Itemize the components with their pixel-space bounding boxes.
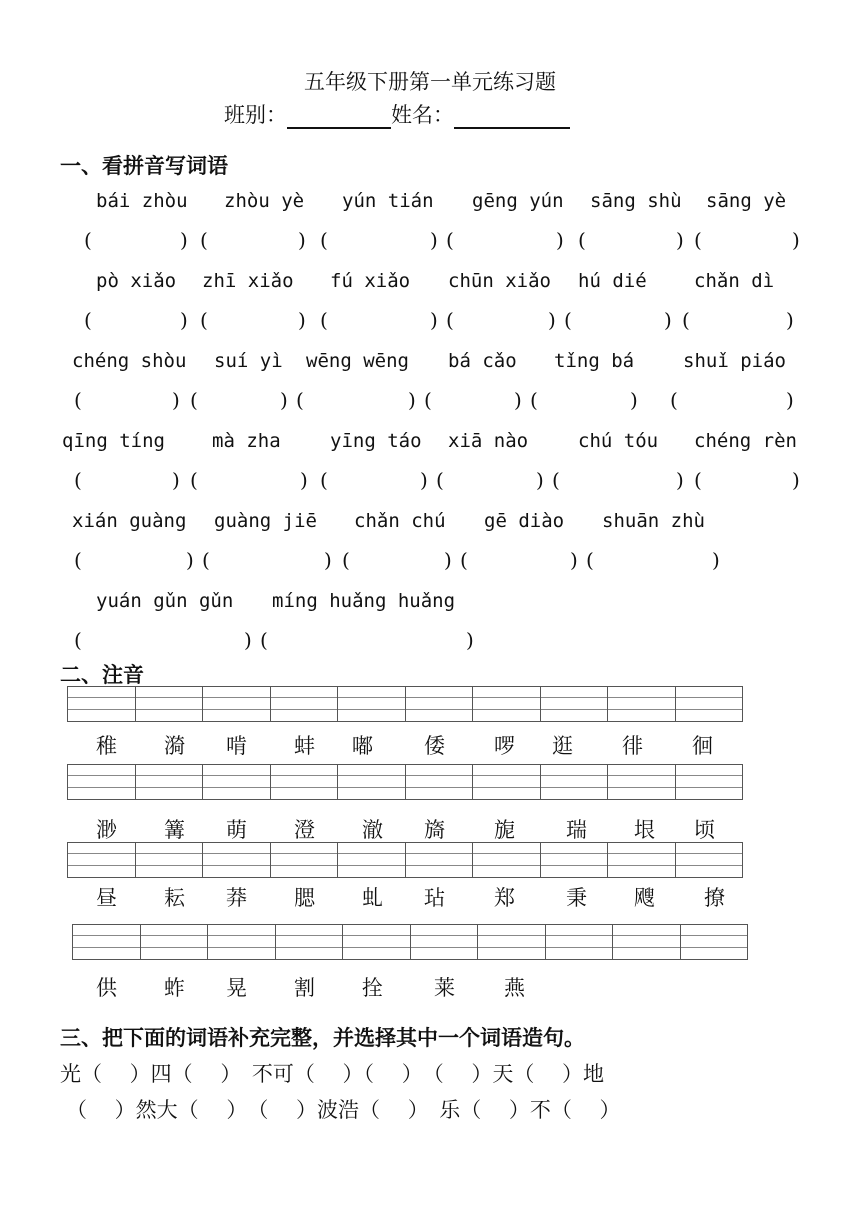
pinyin-word: chú tóu [578, 430, 659, 452]
answer-blank[interactable] [88, 628, 240, 652]
chinese-character: 虬 [362, 886, 383, 910]
chinese-character: 篝 [164, 818, 185, 842]
pinyin-word: yīng táo [330, 430, 422, 452]
answer-blank[interactable] [88, 468, 168, 492]
answer-blank-open-paren: ( [296, 388, 304, 412]
pinyin-word: bái zhòu [96, 190, 188, 212]
pinyin-word: fú xiǎo [330, 270, 411, 292]
pinyin-word: wēng wēng [306, 350, 409, 372]
answer-blank-close-paren: ) [786, 388, 794, 412]
answer-blank[interactable] [88, 548, 182, 572]
chinese-character: 澈 [362, 818, 383, 842]
answer-blank-open-paren: ( [342, 548, 350, 572]
answer-blank-close-paren: ) [180, 308, 188, 332]
pinyin-word: chǎn chú [354, 510, 446, 532]
chinese-character: 玷 [424, 886, 445, 910]
chinese-character: 飕 [634, 886, 655, 910]
pinyin-word: qīng tíng [62, 430, 165, 452]
pinyin-word: shuǐ piáo [683, 350, 786, 372]
name-blank[interactable] [454, 105, 570, 129]
pinyin-word: bá cǎo [448, 350, 517, 372]
fill-in-line-1[interactable]: 光（ ）四（ ） 不可（ ）（ ） （ ）天（ ）地 [60, 1062, 605, 1086]
answer-blank[interactable] [98, 228, 176, 252]
chinese-character: 澄 [294, 818, 315, 842]
pinyin-word: sāng yè [706, 190, 787, 212]
answer-blank-close-paren: ) [630, 388, 638, 412]
answer-blank[interactable] [708, 228, 788, 252]
pinyin-writing-cell[interactable] [136, 765, 204, 799]
answer-blank-close-paren: ) [172, 388, 180, 412]
answer-blank[interactable] [578, 308, 660, 332]
pinyin-word: yún tián [342, 190, 434, 212]
answer-blank[interactable] [474, 548, 566, 572]
chinese-character: 蚱 [164, 976, 185, 1000]
pinyin-writing-cell[interactable] [68, 843, 136, 877]
chinese-character: 瑞 [566, 818, 587, 842]
answer-blank-open-paren: ( [74, 548, 82, 572]
chinese-character: 拴 [362, 976, 383, 1000]
section3-title: 三、把下面的词语补充完整，并选择其中一个词语造句。 [60, 1026, 585, 1050]
answer-blank-open-paren: ( [446, 308, 454, 332]
chinese-character: 徊 [692, 734, 713, 758]
answer-blank-close-paren: ) [172, 468, 180, 492]
answer-blank-open-paren: ( [436, 468, 444, 492]
pinyin-word: zhòu yè [224, 190, 305, 212]
answer-blank[interactable] [98, 308, 176, 332]
answer-blank-open-paren: ( [202, 548, 210, 572]
answer-blank[interactable] [214, 228, 294, 252]
pinyin-writing-cell[interactable] [676, 765, 743, 799]
answer-blank-close-paren: ) [430, 228, 438, 252]
pinyin-writing-cell[interactable] [608, 765, 676, 799]
answer-blank[interactable] [274, 628, 462, 652]
pinyin-writing-grid [67, 764, 743, 800]
chinese-character: 昼 [96, 886, 117, 910]
answer-blank-open-paren: ( [320, 228, 328, 252]
answer-blank[interactable] [696, 308, 782, 332]
pinyin-word: chūn xiǎo [448, 270, 551, 292]
chinese-character: 郑 [494, 886, 515, 910]
chinese-character: 萌 [226, 818, 247, 842]
pinyin-writing-cell[interactable] [343, 925, 411, 959]
answer-blank-open-paren: ( [200, 228, 208, 252]
pinyin-word: chǎn dì [694, 270, 775, 292]
pinyin-word: chéng rèn [694, 430, 797, 452]
answer-blank[interactable] [544, 388, 626, 412]
class-name-line [224, 99, 570, 129]
pinyin-writing-grid [72, 924, 748, 960]
answer-blank-close-paren: ) [430, 308, 438, 332]
pinyin-writing-cell[interactable] [271, 687, 339, 721]
answer-blank-close-paren: ) [792, 228, 800, 252]
answer-blank-close-paren: ) [298, 228, 306, 252]
pinyin-writing-cell[interactable] [541, 843, 609, 877]
section2-title: 二、注音 [60, 663, 144, 687]
pinyin-word: hú dié [578, 270, 647, 292]
pinyin-word: suí yì [214, 350, 283, 372]
pinyin-writing-cell[interactable] [546, 925, 614, 959]
answer-blank-open-paren: ( [260, 628, 268, 652]
chinese-character: 莱 [434, 976, 455, 1000]
chinese-character: 逛 [552, 734, 573, 758]
pinyin-writing-cell[interactable] [676, 687, 743, 721]
answer-blank-open-paren: ( [552, 468, 560, 492]
pinyin-writing-cell[interactable] [411, 925, 479, 959]
pinyin-writing-cell[interactable] [203, 843, 271, 877]
answer-blank-close-paren: ) [186, 548, 194, 572]
answer-blank-close-paren: ) [280, 388, 288, 412]
chinese-character: 秉 [566, 886, 587, 910]
answer-blank[interactable] [684, 388, 782, 412]
pinyin-word: tǐng bá [554, 350, 635, 372]
answer-blank[interactable] [438, 388, 510, 412]
name-label: 姓名： [391, 103, 454, 127]
pinyin-writing-cell[interactable] [541, 765, 609, 799]
pinyin-writing-cell[interactable] [406, 843, 474, 877]
pinyin-writing-cell[interactable] [473, 843, 541, 877]
answer-blank-open-paren: ( [694, 228, 702, 252]
chinese-character: 顷 [694, 818, 715, 842]
pinyin-writing-cell[interactable] [406, 765, 474, 799]
answer-blank-open-paren: ( [84, 308, 92, 332]
answer-blank[interactable] [566, 468, 672, 492]
pinyin-writing-cell[interactable] [136, 843, 204, 877]
pinyin-writing-cell[interactable] [681, 925, 748, 959]
answer-blank-open-paren: ( [694, 468, 702, 492]
pinyin-word: yuán gǔn gǔn [96, 590, 234, 612]
pinyin-word: pò xiǎo [96, 270, 177, 292]
pinyin-word: shuān zhù [602, 510, 705, 532]
answer-blank-open-paren: ( [84, 228, 92, 252]
answer-blank-close-paren: ) [324, 548, 332, 572]
chinese-character: 蚌 [294, 734, 315, 758]
pinyin-word: gēng yún [472, 190, 564, 212]
chinese-character: 旎 [494, 818, 515, 842]
pinyin-writing-cell[interactable] [406, 687, 474, 721]
answer-blank[interactable] [460, 308, 544, 332]
pinyin-writing-cell[interactable] [473, 765, 541, 799]
answer-blank-open-paren: ( [578, 228, 586, 252]
chinese-character: 啰 [494, 734, 515, 758]
chinese-character: 供 [96, 976, 117, 1000]
pinyin-writing-cell[interactable] [203, 687, 271, 721]
pinyin-writing-cell[interactable] [271, 843, 339, 877]
answer-blank-open-paren: ( [74, 388, 82, 412]
pinyin-word: gē diào [484, 510, 565, 532]
answer-blank-open-paren: ( [586, 548, 594, 572]
pinyin-writing-cell[interactable] [608, 843, 676, 877]
chinese-character: 晃 [226, 976, 247, 1000]
pinyin-writing-cell[interactable] [473, 687, 541, 721]
pinyin-writing-cell[interactable] [338, 765, 406, 799]
pinyin-word: chéng shòu [72, 350, 187, 372]
pinyin-word: zhī xiǎo [202, 270, 294, 292]
pinyin-writing-cell[interactable] [608, 687, 676, 721]
pinyin-writing-cell[interactable] [136, 687, 204, 721]
answer-blank-open-paren: ( [74, 468, 82, 492]
answer-blank[interactable] [204, 468, 296, 492]
pinyin-word: xiā nào [448, 430, 529, 452]
answer-blank[interactable] [460, 228, 552, 252]
pinyin-word: guàng jiē [214, 510, 317, 532]
pinyin-writing-cell[interactable] [73, 925, 141, 959]
pinyin-writing-cell[interactable] [203, 765, 271, 799]
pinyin-writing-cell[interactable] [141, 925, 209, 959]
chinese-character: 稚 [96, 734, 117, 758]
answer-blank-close-paren: ) [180, 228, 188, 252]
chinese-character: 啃 [226, 734, 247, 758]
chinese-character: 旖 [424, 818, 445, 842]
pinyin-writing-grid [67, 686, 743, 722]
answer-blank[interactable] [356, 548, 440, 572]
answer-blank-close-paren: ) [712, 548, 720, 572]
answer-blank-close-paren: ) [676, 228, 684, 252]
answer-blank-close-paren: ) [408, 388, 416, 412]
answer-blank[interactable] [334, 468, 416, 492]
answer-blank[interactable] [600, 548, 708, 572]
answer-blank-open-paren: ( [200, 308, 208, 332]
pinyin-writing-grid [67, 842, 743, 878]
chinese-character: 垠 [634, 818, 655, 842]
answer-blank-close-paren: ) [570, 548, 578, 572]
pinyin-writing-cell[interactable] [208, 925, 276, 959]
answer-blank[interactable] [214, 308, 294, 332]
chinese-character: 嘟 [352, 734, 373, 758]
chinese-character: 倭 [424, 734, 445, 758]
answer-blank-close-paren: ) [300, 468, 308, 492]
chinese-character: 割 [294, 976, 315, 1000]
pinyin-word: xián guàng [72, 510, 187, 532]
chinese-character: 腮 [294, 886, 315, 910]
answer-blank[interactable] [450, 468, 532, 492]
pinyin-word: sāng shù [590, 190, 682, 212]
answer-blank-close-paren: ) [548, 308, 556, 332]
answer-blank-close-paren: ) [786, 308, 794, 332]
answer-blank[interactable] [334, 228, 426, 252]
answer-blank[interactable] [310, 388, 404, 412]
section1-title: 一、看拼音写词语 [60, 154, 228, 178]
pinyin-word: míng huǎng huǎng [272, 590, 456, 612]
class-label: 班别： [224, 103, 287, 127]
answer-blank-open-paren: ( [460, 548, 468, 572]
answer-blank-close-paren: ) [792, 468, 800, 492]
answer-blank[interactable] [216, 548, 320, 572]
answer-blank-open-paren: ( [530, 388, 538, 412]
answer-blank-close-paren: ) [298, 308, 306, 332]
chinese-character: 渺 [96, 818, 117, 842]
pinyin-writing-cell[interactable] [68, 687, 136, 721]
answer-blank[interactable] [204, 388, 276, 412]
pinyin-writing-cell[interactable] [338, 687, 406, 721]
pinyin-writing-cell[interactable] [276, 925, 344, 959]
answer-blank-close-paren: ) [420, 468, 428, 492]
pinyin-writing-cell[interactable] [68, 765, 136, 799]
answer-blank[interactable] [334, 308, 426, 332]
pinyin-word: mà zha [212, 430, 281, 452]
pinyin-writing-cell[interactable] [613, 925, 681, 959]
answer-blank-open-paren: ( [190, 468, 198, 492]
pinyin-writing-cell[interactable] [338, 843, 406, 877]
fill-in-line-2[interactable]: （ ）然大（ ） （ ）波浩（ ） 乐（ ）不（ ） [66, 1098, 621, 1122]
answer-blank-open-paren: ( [446, 228, 454, 252]
chinese-character: 撩 [704, 886, 725, 910]
answer-blank-open-paren: ( [564, 308, 572, 332]
pinyin-writing-cell[interactable] [271, 765, 339, 799]
answer-blank-close-paren: ) [676, 468, 684, 492]
answer-blank-close-paren: ) [444, 548, 452, 572]
chinese-character: 漪 [164, 734, 185, 758]
pinyin-writing-cell[interactable] [541, 687, 609, 721]
answer-blank[interactable] [592, 228, 672, 252]
answer-blank-close-paren: ) [664, 308, 672, 332]
answer-blank-open-paren: ( [74, 628, 82, 652]
answer-blank-open-paren: ( [320, 468, 328, 492]
chinese-character: 燕 [504, 976, 525, 1000]
answer-blank-open-paren: ( [190, 388, 198, 412]
answer-blank-open-paren: ( [670, 388, 678, 412]
answer-blank[interactable] [88, 388, 168, 412]
answer-blank-close-paren: ) [556, 228, 564, 252]
pinyin-writing-cell[interactable] [676, 843, 743, 877]
answer-blank-close-paren: ) [536, 468, 544, 492]
answer-blank-close-paren: ) [466, 628, 474, 652]
answer-blank-open-paren: ( [320, 308, 328, 332]
class-blank[interactable] [287, 105, 391, 129]
chinese-character: 莽 [226, 886, 247, 910]
chinese-character: 徘 [622, 734, 643, 758]
answer-blank-close-paren: ) [514, 388, 522, 412]
answer-blank-open-paren: ( [424, 388, 432, 412]
chinese-character: 耘 [164, 886, 185, 910]
pinyin-writing-cell[interactable] [478, 925, 546, 959]
answer-blank-open-paren: ( [682, 308, 690, 332]
page-title: 五年级下册第一单元练习题 [304, 70, 556, 94]
answer-blank[interactable] [708, 468, 788, 492]
answer-blank-close-paren: ) [244, 628, 252, 652]
